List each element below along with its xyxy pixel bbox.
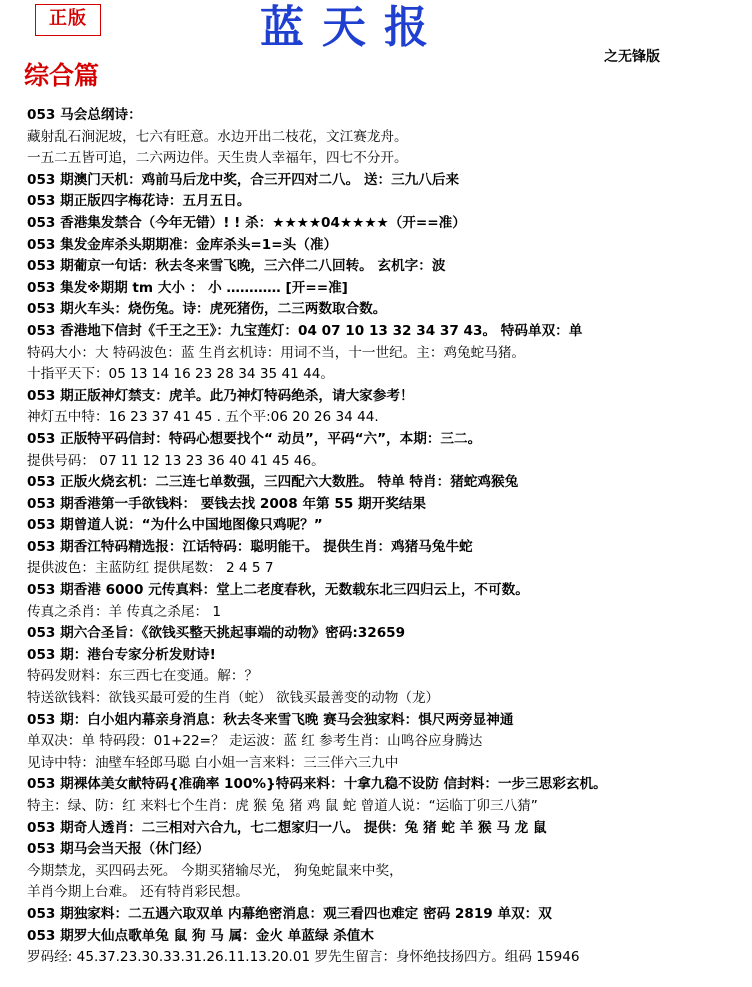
- text-line: 053 期正版神灯禁支：虎羊。此乃神灯特码绝杀，请大家参考！: [27, 387, 414, 404]
- text-line: 053 期澳门天机：鸡前马后龙中奖，合三开四对二八。 送：三九八后来: [27, 171, 460, 188]
- text-line: 053 期：港台专家分析发财诗!: [27, 646, 216, 663]
- text-line: 053 马会总纲诗：: [27, 107, 142, 123]
- text-line: 053 正版火烧玄机：二三连七单数强，三四配六大数胜。 特单 特肖：猪蛇鸡猴兔: [27, 474, 519, 491]
- text-line: 特送欲钱料：欲钱买最可爱的生肖（蛇） 欲钱买最善变的动物（龙）: [27, 690, 440, 707]
- text-line: 羊肖今期上台难。 还有特肖彩民想。: [27, 884, 249, 901]
- page-title: 蓝天报: [260, 2, 446, 53]
- text-line: 053 香港地下信封《千王之王》：九宝莲灯：04 07 10 13 32 34 37 43。 特码单双：单: [27, 322, 583, 339]
- text-line: 053 期独家料：二五遇六取双单 内幕绝密消息：观三看四也难定 密码 2819 单双：双: [27, 905, 552, 922]
- text-line: 053 期正版四字梅花诗：五月五日。: [27, 193, 251, 210]
- text-line: 053 香港集发禁合（今年无错）! ! 杀：★★★★04★★★★（开==准）: [27, 214, 466, 231]
- text-line: 提供波色：主蓝防红 提供尾数： 2 4 5 7: [27, 560, 274, 577]
- text-line: 053 集发金库杀头期期准：金库杀头=1=头（准）: [27, 236, 338, 253]
- text-line: 053 期葡京一句话：秋去冬来雪飞晚，三六伴二八回转。 玄机字：波: [27, 258, 446, 275]
- text-line: 特主：绿、防：红 来料七个生肖：虎 猴 兔 猪 鸡 鼠 蛇 曾道人说：“运临丁卯三八猜”: [27, 798, 538, 814]
- text-line: 053 期裸体美女献特码{准确率 100%}特码来料：十拿九稳不设防 信封料：一步三思彩玄机。: [27, 776, 607, 793]
- text-line: 今期禁龙，买四码去死。 今期买猪输尽光， 狗兔蛇鼠来中奖，: [27, 862, 403, 879]
- text-line: 一五二五皆可追，二六两边伴。天生贵人幸福年，四七不分开。: [27, 150, 408, 167]
- text-line: 单双决：单 特码段：01+22=？ 走运波：蓝 红 参考生肖：山鸣谷应身腾达: [27, 733, 483, 750]
- text-line: 十指平天下：05 13 14 16 23 28 34 35 41 44。: [27, 366, 335, 383]
- text-line: 特码发财料：东三西七在变通。解：？: [27, 668, 259, 685]
- genuine-edition-badge: 正版: [35, 4, 101, 36]
- text-line: 053 期罗大仙点歌单兔 鼠 狗 马 属：金火 单蓝绿 杀值木: [27, 927, 374, 944]
- article-body: [27, 105, 747, 969]
- text-line: 053 期曾道人说：“为什么中国地图像只鸡呢？”: [27, 517, 323, 534]
- text-line: 053 期火车头：烧伤兔。诗：虎死猪伤，二三两数取合数。: [27, 301, 387, 318]
- text-line: 053 期香港第一手欲钱料： 要钱去找 2008 年第 55 期开奖结果: [27, 495, 426, 512]
- section-heading: 综合篇: [24, 61, 100, 90]
- text-line: 053 集发※期期 tm 大小 ： 小 ………… [开==准]: [27, 279, 348, 296]
- text-line: 053 期香港 6000 元传真料：堂上二老度春秋，无数载东北三四归云上，不可数。: [27, 582, 529, 599]
- text-line: 053 期：白小姐内幕亲身消息：秋去冬来雪飞晚 赛马会独家料：惧尺两旁显神通: [27, 711, 514, 728]
- text-line: 藏射乱石涧泥坡，七六有旺意。水边开出二枝花，文江赛龙舟。: [27, 128, 408, 145]
- text-line: 罗码经: 45.37.23.30.33.31.26.11.13.20.01 罗先生留言：身怀绝技扬四方。组码 15946: [27, 949, 580, 966]
- text-line: 053 期奇人透肖：二三相对六合九，七二想家归一八。 提供：兔 猪 蛇 羊 猴 马 龙 鼠: [27, 819, 547, 836]
- text-line: 053 期香江特码精选报：江话特码：聪明能干。 提供生肖：鸡猪马兔牛蛇: [27, 538, 473, 555]
- text-line: 特码大小：大 特码波色：蓝 生肖玄机诗：用词不当，十一世纪。主：鸡兔蛇马猪。: [27, 344, 526, 361]
- text-line: 053 正版特平码信封：特码心想要找个“ 动员”，平码“六”，本期：三二。: [27, 430, 482, 447]
- edition-subtitle: 之无锋版: [604, 49, 660, 65]
- text-line: 神灯五中特：16 23 37 41 45 . 五个平:06 20 26 34 44.: [27, 409, 379, 426]
- text-line: 传真之杀肖：羊 传真之杀尾： 1: [27, 603, 222, 620]
- text-line: 053 期六合圣旨：《欲钱买整天挑起事端的动物》密码:32659: [27, 625, 406, 642]
- text-line: 见诗中特：油壁车轻郎马聪 白小姐一言来料：三三伴六三九中: [27, 754, 399, 771]
- text-line: 053 期马会当天报（休门经）: [27, 841, 210, 858]
- text-line: 提供号码： 07 11 12 13 23 36 40 41 45 46。: [27, 452, 325, 469]
